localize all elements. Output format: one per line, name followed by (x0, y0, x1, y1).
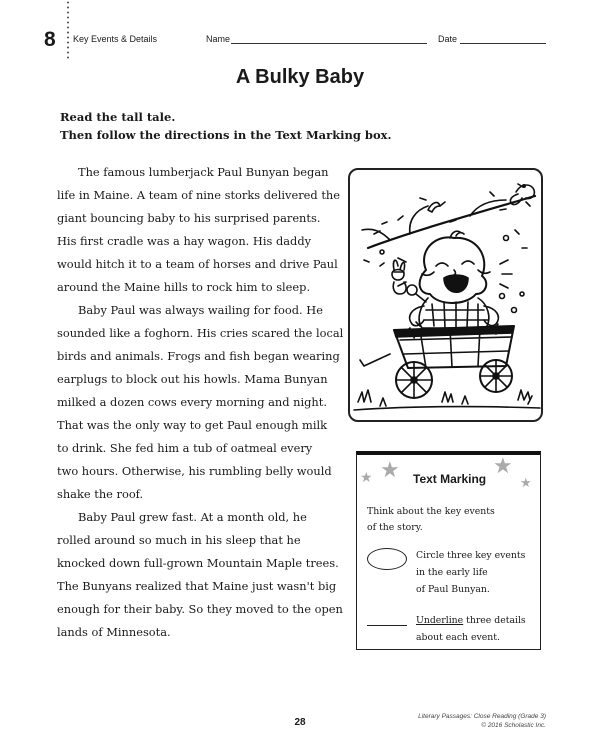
illustration-frame (348, 168, 543, 422)
story-paragraph (57, 161, 339, 299)
underline-word: Underline (416, 615, 464, 626)
story-line: earplugs to block out his howls. Mama Bunyan (57, 372, 328, 386)
instruction-line: Read the tall tale. (60, 110, 176, 124)
text-marking-title: Text Marking (413, 472, 487, 486)
date-field[interactable] (460, 43, 546, 44)
circle-instruction (416, 547, 525, 598)
story-line: sounded like a foghorn. His cries scared the local (57, 326, 344, 340)
story-line: two hours. Otherwise, his rumbling belly would (57, 464, 332, 478)
story-line: around the Maine hills to rock him to sleep. (57, 280, 311, 294)
instruction-line: in the early life (416, 567, 488, 578)
underline-instruction (416, 612, 526, 646)
story-text (57, 161, 344, 644)
instruction-line (416, 612, 526, 629)
story-line: The Bunyans realized that Maine just wasn't big (57, 579, 337, 593)
story-line: Baby Paul was always wailing for food. He (78, 303, 323, 317)
star-icon: ★ (520, 475, 532, 490)
story-line: milked a dozen cows every morning and night. (57, 395, 327, 409)
story-line: lands of Minnesota. (57, 625, 171, 639)
dotted-margin-line (67, 0, 69, 60)
underline-symbol-icon (367, 625, 407, 626)
footer-copyright: © 2016 Scholastic Inc. (481, 722, 546, 729)
instruction-line: Then follow the directions in the Text Marking box. (60, 128, 392, 142)
footer-book: Literary Passages: Close Reading (Grade 3) (418, 713, 546, 720)
story-line: The famous lumberjack Paul Bunyan began (78, 165, 329, 179)
instruction-line: of Paul Bunyan. (416, 584, 490, 595)
intro-line: of the story. (367, 522, 423, 533)
story-paragraph (57, 506, 343, 644)
story-line: would hitch it to a team of horses and drive Paul (57, 257, 338, 271)
star-icon: ★ (360, 469, 373, 485)
story-line: birds and animals. Frogs and fish began wearing (57, 349, 340, 363)
star-icon: ★ (493, 453, 513, 478)
story-line: That was the only way to get Paul enough milk (57, 418, 328, 432)
story-line: to drink. She fed him a tub of oatmeal every (57, 441, 313, 455)
story-line: His first cradle was a hay wagon. His daddy (57, 234, 312, 248)
story-line: shake the roof. (57, 487, 144, 501)
story-line: giant bouncing baby to his surprised parents. (57, 211, 321, 225)
story-line: Baby Paul grew fast. At a month old, he (78, 510, 307, 524)
instructions (60, 108, 392, 144)
story-paragraph (57, 299, 344, 506)
baby-paul-wagon-illustration (350, 170, 541, 420)
text-marking-intro (367, 504, 537, 536)
star-icon: ★ (380, 457, 400, 482)
story-line: knocked down full-grown Mountain Maple trees. (57, 556, 339, 570)
text-marking-box (356, 451, 541, 650)
footer-credit (390, 712, 546, 730)
page-title: A Bulky Baby (235, 66, 365, 88)
footer-page-number: 28 (294, 717, 306, 728)
date-label: Date (438, 34, 458, 44)
instruction-rest: three details (463, 615, 526, 626)
story-line: life in Maine. A team of nine storks delivered the (57, 188, 340, 202)
worksheet-number: 8 (44, 28, 56, 51)
intro-line: Think about the key events (367, 506, 495, 517)
name-label: Name (206, 34, 231, 44)
instruction-line: Circle three key events (416, 550, 526, 561)
circle-symbol-icon (367, 548, 407, 570)
story-line: rolled around so much in his sleep that he (57, 533, 301, 547)
story-line: enough for their baby. So they moved to the open (57, 602, 343, 616)
instruction-line: about each event. (416, 632, 500, 643)
section-title: Key Events & Details (73, 34, 158, 44)
name-field[interactable] (231, 43, 427, 44)
